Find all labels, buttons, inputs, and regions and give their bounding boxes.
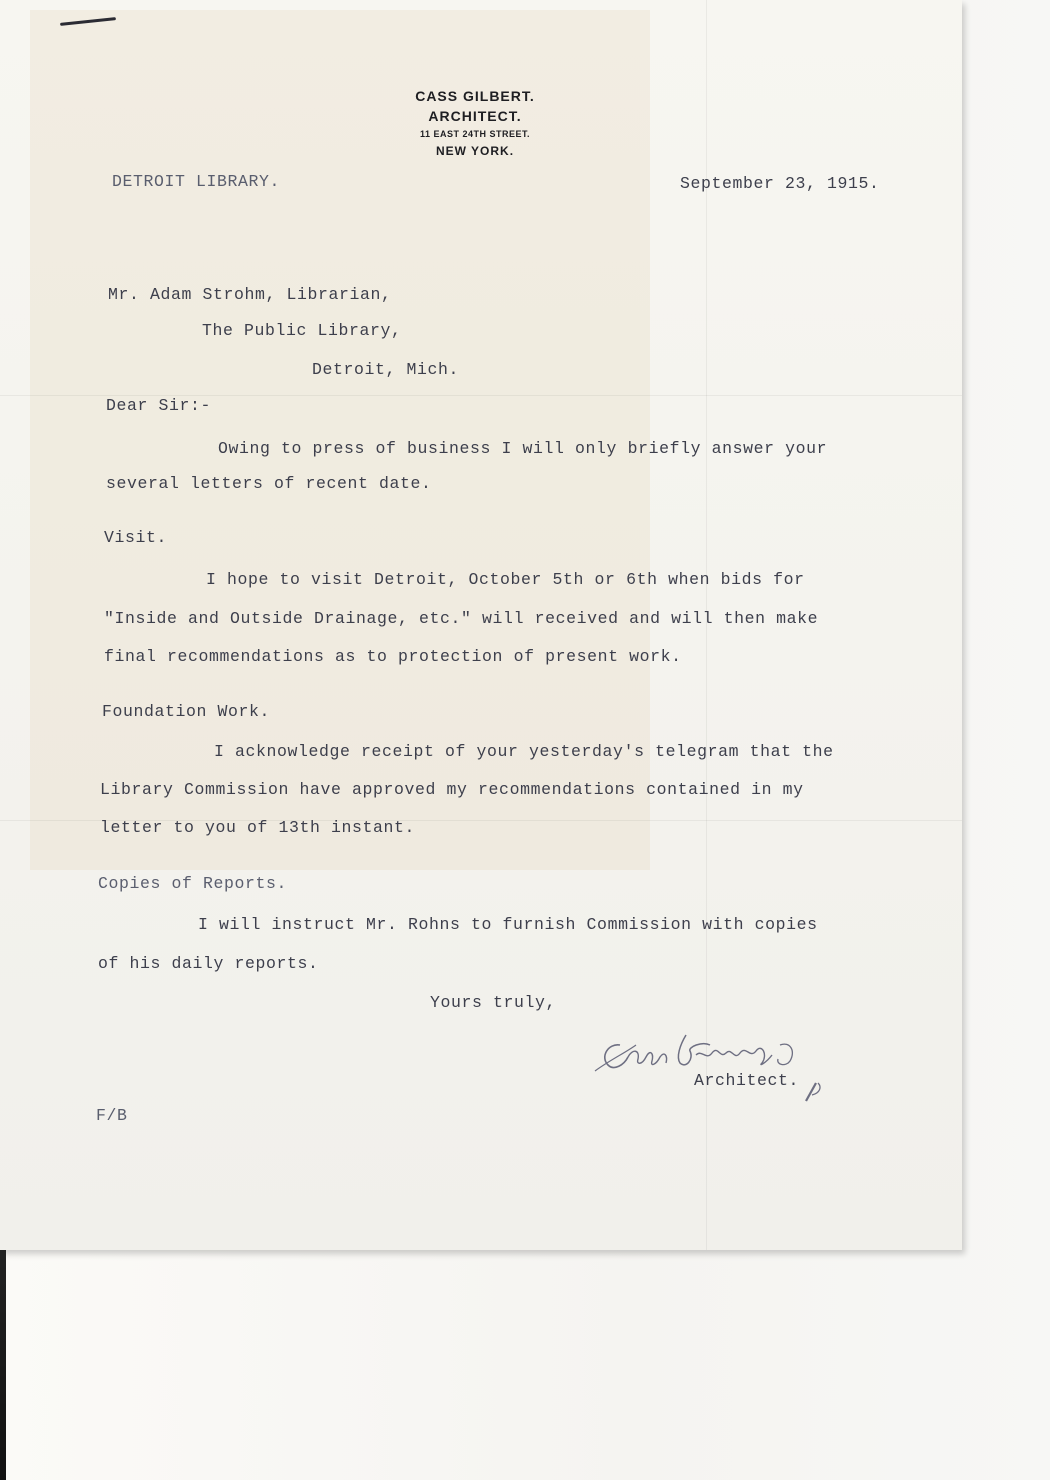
visit-line-2: "Inside and Outside Drainage, etc." will received and will then make	[104, 609, 819, 628]
page-shadow-edge	[0, 1250, 6, 1480]
letter-date: September 23, 1915.	[680, 174, 880, 193]
intro-line-2: several letters of recent date.	[106, 474, 432, 493]
letterhead-street: 11 EAST 24TH STREET.	[419, 129, 531, 139]
visit-line-3: final recommendations as to protection of present work.	[104, 647, 682, 666]
visit-line-1: I hope to visit Detroit, October 5th or 6th when bids for	[206, 570, 805, 589]
closing: Yours truly,	[430, 993, 557, 1012]
address-line-2: The Public Library,	[202, 321, 402, 340]
section-heading-visit: Visit.	[104, 528, 168, 547]
reports-line-1: I will instruct Mr. Rohns to furnish Commission with copies	[198, 915, 818, 934]
typist-initials: F/B	[96, 1106, 128, 1125]
foundation-line-3: letter to you of 13th instant.	[100, 818, 416, 837]
reports-line-2: of his daily reports.	[98, 954, 319, 973]
project-reference: DETROIT LIBRARY.	[112, 172, 281, 191]
letterhead-city: NEW YORK.	[435, 144, 515, 158]
foundation-line-2: Library Commission have approved my recommendations contained in my	[100, 780, 804, 799]
letterhead-title: ARCHITECT.	[428, 108, 522, 124]
salutation: Dear Sir:-	[106, 396, 212, 415]
letterhead-name: CASS GILBERT.	[415, 88, 535, 104]
address-line-1: Mr. Adam Strohm, Librarian,	[108, 285, 392, 304]
section-heading-foundation: Foundation Work.	[102, 702, 271, 721]
signoff-title: Architect.	[694, 1071, 800, 1090]
letterhead	[350, 86, 600, 160]
handwritten-signature	[590, 1005, 840, 1105]
address-line-3: Detroit, Mich.	[312, 360, 460, 379]
section-heading-reports: Copies of Reports.	[98, 874, 288, 893]
foundation-line-1: I acknowledge receipt of your yesterday's telegram that the	[214, 742, 834, 761]
intro-line-1: Owing to press of business I will only briefly answer your	[218, 439, 828, 458]
